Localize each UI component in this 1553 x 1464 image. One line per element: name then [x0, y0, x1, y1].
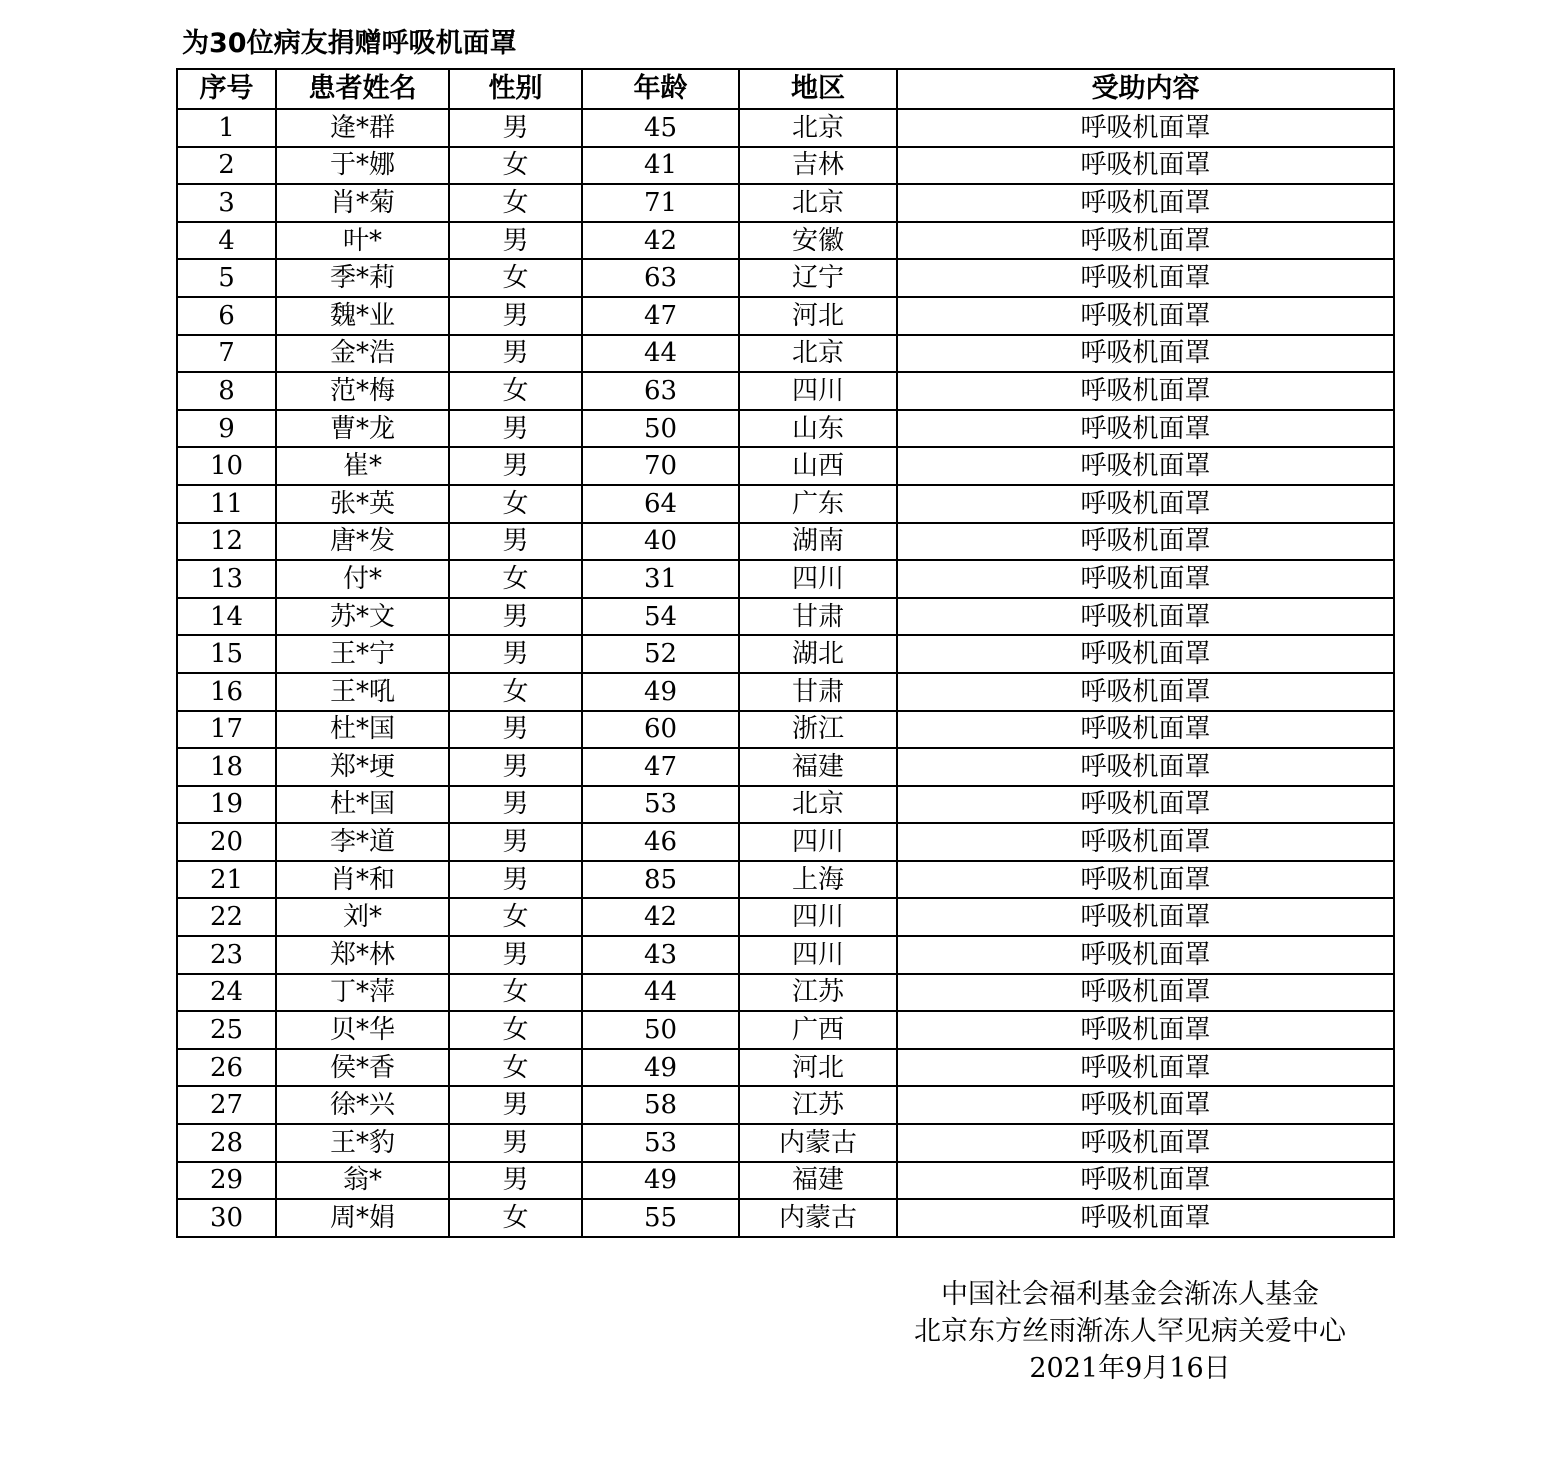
cell-aid-content: 呼吸机面罩 [897, 974, 1394, 1012]
cell-index: 27 [177, 1086, 276, 1124]
cell-region: 北京 [739, 786, 897, 824]
cell-index: 15 [177, 635, 276, 673]
cell-index: 23 [177, 936, 276, 974]
cell-region: 山西 [739, 447, 897, 485]
cell-index: 11 [177, 485, 276, 523]
header-patient-name: 患者姓名 [276, 69, 449, 109]
cell-age: 44 [582, 335, 739, 373]
cell-patient-name: 刘* [276, 898, 449, 936]
cell-region: 吉林 [739, 147, 897, 185]
table-row [177, 711, 1394, 749]
cell-patient-name: 范*梅 [276, 372, 449, 410]
cell-patient-name: 付* [276, 560, 449, 598]
cell-patient-name: 于*娜 [276, 147, 449, 185]
cell-aid-content: 呼吸机面罩 [897, 523, 1394, 561]
cell-gender: 男 [449, 823, 582, 861]
cell-region: 北京 [739, 184, 897, 222]
cell-region: 广东 [739, 485, 897, 523]
cell-index: 22 [177, 898, 276, 936]
cell-aid-content: 呼吸机面罩 [897, 297, 1394, 335]
cell-region: 四川 [739, 898, 897, 936]
table-row [177, 147, 1394, 185]
cell-aid-content: 呼吸机面罩 [897, 410, 1394, 448]
cell-patient-name: 杜*国 [276, 786, 449, 824]
header-gender: 性别 [449, 69, 582, 109]
cell-age: 44 [582, 974, 739, 1012]
cell-gender: 男 [449, 447, 582, 485]
cell-gender: 男 [449, 1124, 582, 1162]
cell-gender: 男 [449, 335, 582, 373]
table-row [177, 974, 1394, 1012]
table-row [177, 184, 1394, 222]
cell-gender: 女 [449, 184, 582, 222]
cell-gender: 女 [449, 1011, 582, 1049]
cell-gender: 男 [449, 598, 582, 636]
cell-gender: 男 [449, 936, 582, 974]
cell-gender: 男 [449, 1162, 582, 1200]
cell-region: 北京 [739, 109, 897, 147]
cell-aid-content: 呼吸机面罩 [897, 259, 1394, 297]
header-region: 地区 [739, 69, 897, 109]
table-row [177, 447, 1394, 485]
cell-gender: 男 [449, 1086, 582, 1124]
cell-age: 49 [582, 1049, 739, 1087]
table-row [177, 748, 1394, 786]
cell-aid-content: 呼吸机面罩 [897, 823, 1394, 861]
cell-aid-content: 呼吸机面罩 [897, 598, 1394, 636]
cell-aid-content: 呼吸机面罩 [897, 372, 1394, 410]
cell-age: 41 [582, 147, 739, 185]
cell-index: 13 [177, 560, 276, 598]
cell-gender: 男 [449, 297, 582, 335]
cell-index: 8 [177, 372, 276, 410]
cell-index: 16 [177, 673, 276, 711]
header-row [177, 69, 1394, 109]
cell-age: 49 [582, 1162, 739, 1200]
cell-patient-name: 叶* [276, 222, 449, 260]
cell-region: 北京 [739, 335, 897, 373]
cell-age: 50 [582, 1011, 739, 1049]
cell-age: 46 [582, 823, 739, 861]
cell-gender: 男 [449, 635, 582, 673]
cell-gender: 女 [449, 1049, 582, 1087]
cell-patient-name: 唐*发 [276, 523, 449, 561]
cell-patient-name: 李*道 [276, 823, 449, 861]
cell-region: 上海 [739, 861, 897, 899]
cell-region: 四川 [739, 560, 897, 598]
cell-region: 内蒙古 [739, 1199, 897, 1237]
cell-patient-name: 徐*兴 [276, 1086, 449, 1124]
cell-aid-content: 呼吸机面罩 [897, 1049, 1394, 1087]
cell-region: 内蒙古 [739, 1124, 897, 1162]
cell-region: 湖北 [739, 635, 897, 673]
header-age: 年龄 [582, 69, 739, 109]
table-header [177, 69, 1394, 109]
table-row [177, 1199, 1394, 1237]
cell-patient-name: 曹*龙 [276, 410, 449, 448]
cell-gender: 女 [449, 898, 582, 936]
cell-index: 6 [177, 297, 276, 335]
cell-gender: 女 [449, 372, 582, 410]
cell-aid-content: 呼吸机面罩 [897, 898, 1394, 936]
cell-age: 45 [582, 109, 739, 147]
cell-aid-content: 呼吸机面罩 [897, 1086, 1394, 1124]
cell-aid-content: 呼吸机面罩 [897, 335, 1394, 373]
table-row [177, 635, 1394, 673]
cell-age: 40 [582, 523, 739, 561]
table-row [177, 372, 1394, 410]
cell-index: 1 [177, 109, 276, 147]
cell-patient-name: 王*豹 [276, 1124, 449, 1162]
cell-gender: 女 [449, 560, 582, 598]
cell-region: 江苏 [739, 1086, 897, 1124]
cell-patient-name: 张*英 [276, 485, 449, 523]
table-row [177, 786, 1394, 824]
cell-gender: 女 [449, 673, 582, 711]
cell-region: 辽宁 [739, 259, 897, 297]
table-row [177, 560, 1394, 598]
cell-age: 42 [582, 898, 739, 936]
cell-index: 19 [177, 786, 276, 824]
cell-aid-content: 呼吸机面罩 [897, 673, 1394, 711]
table-row [177, 410, 1394, 448]
cell-aid-content: 呼吸机面罩 [897, 184, 1394, 222]
cell-region: 福建 [739, 748, 897, 786]
cell-aid-content: 呼吸机面罩 [897, 1011, 1394, 1049]
cell-index: 18 [177, 748, 276, 786]
cell-aid-content: 呼吸机面罩 [897, 447, 1394, 485]
cell-age: 60 [582, 711, 739, 749]
footer-signature [870, 1276, 1390, 1387]
cell-patient-name: 逄*群 [276, 109, 449, 147]
cell-index: 29 [177, 1162, 276, 1200]
table-row [177, 823, 1394, 861]
cell-patient-name: 魏*业 [276, 297, 449, 335]
cell-index: 9 [177, 410, 276, 448]
table-row [177, 598, 1394, 636]
cell-gender: 男 [449, 786, 582, 824]
cell-aid-content: 呼吸机面罩 [897, 861, 1394, 899]
cell-index: 17 [177, 711, 276, 749]
cell-index: 28 [177, 1124, 276, 1162]
cell-aid-content: 呼吸机面罩 [897, 936, 1394, 974]
cell-index: 12 [177, 523, 276, 561]
cell-region: 四川 [739, 936, 897, 974]
cell-region: 广西 [739, 1011, 897, 1049]
table-row [177, 297, 1394, 335]
table-row [177, 259, 1394, 297]
cell-age: 42 [582, 222, 739, 260]
cell-age: 47 [582, 748, 739, 786]
cell-age: 70 [582, 447, 739, 485]
footer-org-foundation: 中国社会福利基金会渐冻人基金 [941, 1279, 1319, 1310]
cell-age: 63 [582, 372, 739, 410]
table-row [177, 1124, 1394, 1162]
table-row [177, 1086, 1394, 1124]
cell-aid-content: 呼吸机面罩 [897, 485, 1394, 523]
cell-region: 甘肃 [739, 598, 897, 636]
cell-gender: 女 [449, 974, 582, 1012]
cell-gender: 女 [449, 485, 582, 523]
cell-index: 4 [177, 222, 276, 260]
cell-region: 福建 [739, 1162, 897, 1200]
cell-age: 71 [582, 184, 739, 222]
table-row [177, 673, 1394, 711]
cell-patient-name: 丁*萍 [276, 974, 449, 1012]
table-row [177, 485, 1394, 523]
cell-index: 21 [177, 861, 276, 899]
cell-aid-content: 呼吸机面罩 [897, 1162, 1394, 1200]
cell-aid-content: 呼吸机面罩 [897, 109, 1394, 147]
cell-patient-name: 苏*文 [276, 598, 449, 636]
cell-age: 85 [582, 861, 739, 899]
cell-index: 3 [177, 184, 276, 222]
cell-age: 43 [582, 936, 739, 974]
table-row [177, 1162, 1394, 1200]
cell-age: 31 [582, 560, 739, 598]
cell-index: 24 [177, 974, 276, 1012]
cell-aid-content: 呼吸机面罩 [897, 222, 1394, 260]
cell-region: 四川 [739, 823, 897, 861]
cell-region: 湖南 [739, 523, 897, 561]
cell-index: 30 [177, 1199, 276, 1237]
cell-index: 10 [177, 447, 276, 485]
cell-gender: 男 [449, 748, 582, 786]
cell-gender: 女 [449, 147, 582, 185]
cell-gender: 男 [449, 109, 582, 147]
cell-region: 河北 [739, 297, 897, 335]
cell-age: 64 [582, 485, 739, 523]
cell-age: 53 [582, 1124, 739, 1162]
cell-patient-name: 郑*埂 [276, 748, 449, 786]
table-body [177, 109, 1394, 1237]
cell-region: 浙江 [739, 711, 897, 749]
cell-index: 26 [177, 1049, 276, 1087]
cell-index: 14 [177, 598, 276, 636]
cell-age: 54 [582, 598, 739, 636]
cell-patient-name: 王*吼 [276, 673, 449, 711]
cell-region: 江苏 [739, 974, 897, 1012]
cell-aid-content: 呼吸机面罩 [897, 560, 1394, 598]
cell-aid-content: 呼吸机面罩 [897, 1124, 1394, 1162]
table-row [177, 861, 1394, 899]
table-row [177, 523, 1394, 561]
footer-org-care-center: 北京东方丝雨渐冻人罕见病关爱中心 [914, 1316, 1346, 1347]
cell-gender: 男 [449, 711, 582, 749]
document-title: 为30位病友捐赠呼吸机面罩 [182, 28, 517, 59]
cell-aid-content: 呼吸机面罩 [897, 635, 1394, 673]
cell-patient-name: 杜*国 [276, 711, 449, 749]
cell-patient-name: 金*浩 [276, 335, 449, 373]
cell-age: 55 [582, 1199, 739, 1237]
cell-patient-name: 贝*华 [276, 1011, 449, 1049]
cell-gender: 女 [449, 1199, 582, 1237]
cell-gender: 男 [449, 523, 582, 561]
table-row [177, 1011, 1394, 1049]
cell-age: 53 [582, 786, 739, 824]
cell-index: 5 [177, 259, 276, 297]
cell-region: 甘肃 [739, 673, 897, 711]
header-aid-content: 受助内容 [897, 69, 1394, 109]
cell-patient-name: 肖*菊 [276, 184, 449, 222]
donation-table [176, 68, 1395, 1238]
cell-age: 47 [582, 297, 739, 335]
table-row [177, 109, 1394, 147]
cell-aid-content: 呼吸机面罩 [897, 1199, 1394, 1237]
cell-aid-content: 呼吸机面罩 [897, 748, 1394, 786]
cell-region: 四川 [739, 372, 897, 410]
cell-aid-content: 呼吸机面罩 [897, 711, 1394, 749]
table-row [177, 222, 1394, 260]
cell-age: 58 [582, 1086, 739, 1124]
cell-gender: 男 [449, 410, 582, 448]
table-row [177, 936, 1394, 974]
cell-patient-name: 周*娟 [276, 1199, 449, 1237]
cell-aid-content: 呼吸机面罩 [897, 786, 1394, 824]
cell-gender: 男 [449, 861, 582, 899]
header-index: 序号 [177, 69, 276, 109]
table-row [177, 1049, 1394, 1087]
cell-patient-name: 郑*林 [276, 936, 449, 974]
cell-region: 安徽 [739, 222, 897, 260]
cell-index: 25 [177, 1011, 276, 1049]
cell-patient-name: 崔* [276, 447, 449, 485]
cell-age: 52 [582, 635, 739, 673]
cell-index: 7 [177, 335, 276, 373]
cell-gender: 女 [449, 259, 582, 297]
cell-gender: 男 [449, 222, 582, 260]
cell-age: 49 [582, 673, 739, 711]
table-row [177, 335, 1394, 373]
cell-age: 63 [582, 259, 739, 297]
cell-age: 50 [582, 410, 739, 448]
cell-patient-name: 季*莉 [276, 259, 449, 297]
cell-patient-name: 肖*和 [276, 861, 449, 899]
footer-date: 2021年9月16日 [1029, 1353, 1231, 1384]
cell-patient-name: 侯*香 [276, 1049, 449, 1087]
cell-patient-name: 王*宁 [276, 635, 449, 673]
cell-index: 2 [177, 147, 276, 185]
cell-region: 山东 [739, 410, 897, 448]
cell-aid-content: 呼吸机面罩 [897, 147, 1394, 185]
cell-region: 河北 [739, 1049, 897, 1087]
cell-patient-name: 翁* [276, 1162, 449, 1200]
table-row [177, 898, 1394, 936]
cell-index: 20 [177, 823, 276, 861]
